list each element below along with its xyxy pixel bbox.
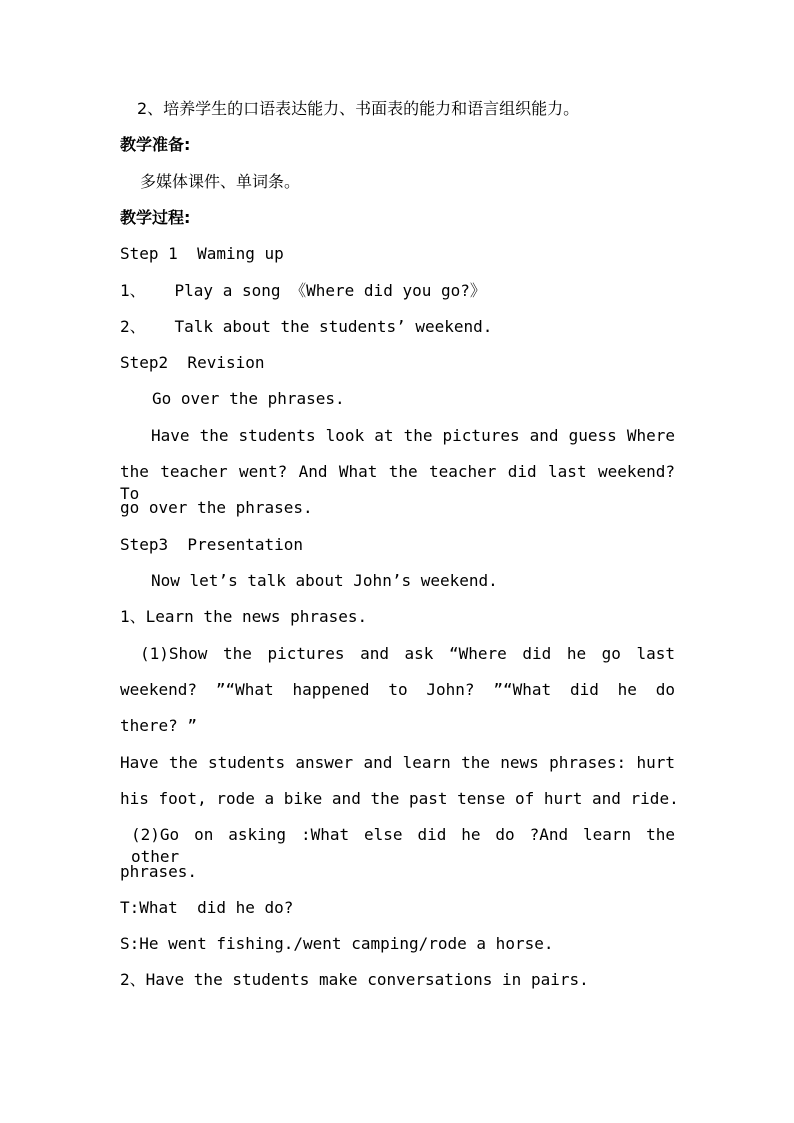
step-heading: Step3 Presentation bbox=[120, 535, 304, 554]
dialogue-line: T:What did he do? bbox=[120, 898, 294, 917]
paragraph-line: (2)Go on asking :What else did he do ?And learn the other bbox=[131, 825, 675, 866]
objective-line: 2、培养学生的口语表达能力、书面表的能力和语言组织能力。 bbox=[137, 99, 580, 118]
step-heading: Step2 Revision bbox=[120, 353, 265, 372]
preparation-text: 多媒体课件、单词条。 bbox=[140, 172, 301, 191]
list-item: 2、Have the students make conversations in pairs. bbox=[120, 970, 589, 989]
list-item: 2、 Talk about the students’ weekend. bbox=[120, 317, 493, 336]
paragraph-line: Have the students answer and learn the news phrases: hurt bbox=[120, 753, 675, 772]
paragraph-line: Have the students look at the pictures and guess Where bbox=[151, 426, 675, 445]
paragraph-line: his foot, rode a bike and the past tense of hurt and ride. bbox=[120, 789, 679, 808]
dialogue-line: S:He went fishing./went camping/rode a horse. bbox=[120, 934, 554, 953]
paragraph-line: Go over the phrases. bbox=[152, 389, 345, 408]
list-item: 1、Learn the news phrases. bbox=[120, 607, 368, 626]
paragraph-line: go over the phrases. bbox=[120, 498, 313, 517]
paragraph-line: weekend? ”“What happened to John? ”“What did he do bbox=[120, 680, 675, 699]
section-heading-preparation: 教学准备: bbox=[120, 135, 191, 154]
paragraph-line: (1)Show the pictures and ask “Where did he go last bbox=[140, 644, 675, 663]
section-heading-process: 教学过程: bbox=[120, 208, 191, 227]
list-item: 1、 Play a song 《Where did you go?》 bbox=[120, 281, 486, 300]
paragraph-line: Now let’s talk about John’s weekend. bbox=[151, 571, 498, 590]
step-heading: Step 1 Waming up bbox=[120, 244, 284, 263]
paragraph-line: phrases. bbox=[120, 862, 198, 881]
paragraph-line: the teacher went? And What the teacher did last weekend? To bbox=[120, 462, 675, 503]
paragraph-line: there? ” bbox=[120, 716, 198, 735]
